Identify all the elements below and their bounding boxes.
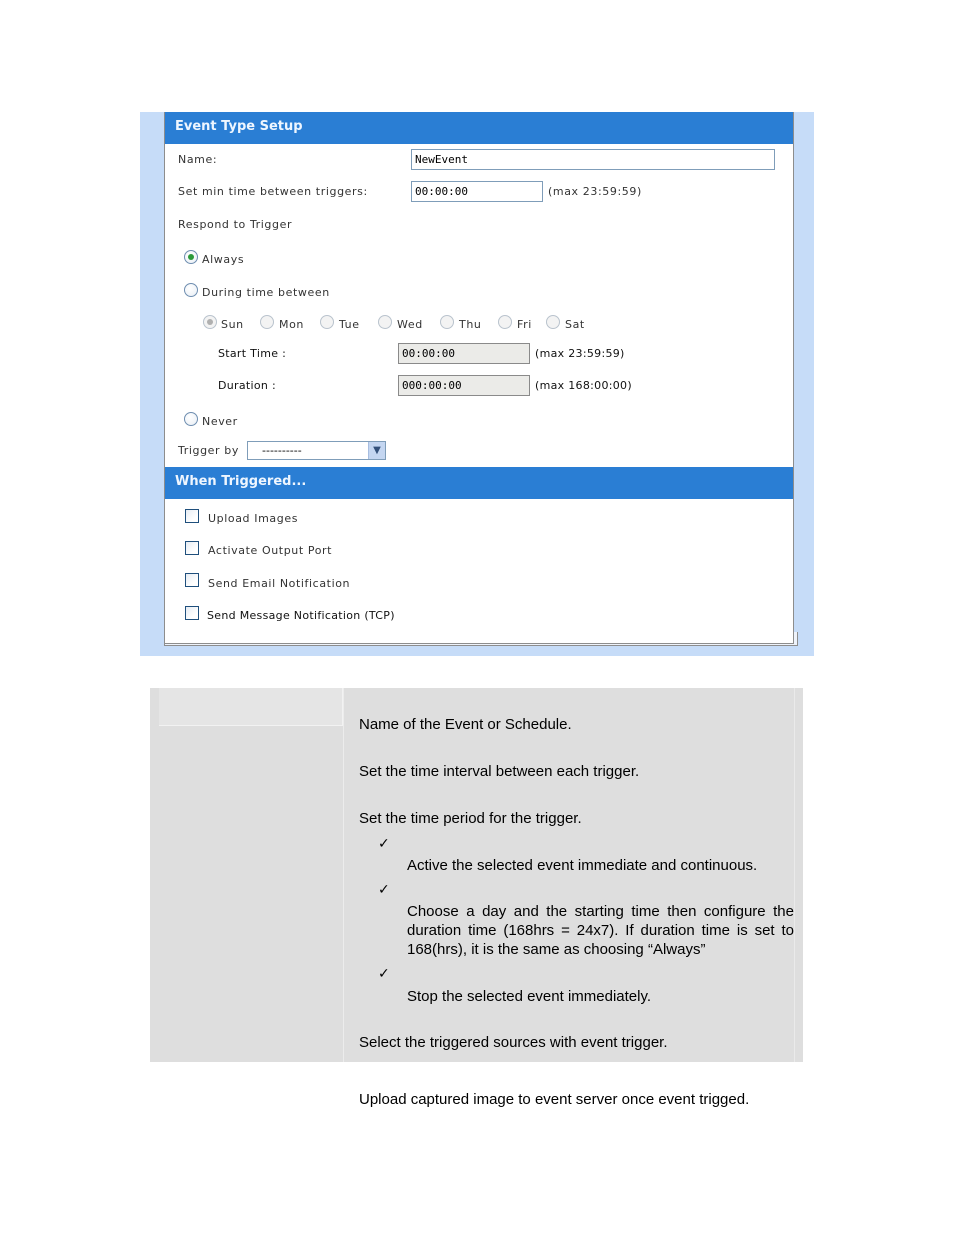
start-time-hint: (max 23:59:59) <box>535 347 625 360</box>
desc-respond: Set the time period for the trigger. <box>359 810 582 827</box>
event-setup-panel <box>164 112 794 644</box>
always-label: Always <box>202 253 245 266</box>
desc-upload-images: Upload captured image to event server once event trigged. <box>359 1091 750 1108</box>
event-setup-screenshot <box>140 112 814 656</box>
check-mark-icon: ✓ <box>378 836 390 852</box>
name-input[interactable]: NewEvent <box>411 149 775 170</box>
check-mark-icon: ✓ <box>378 882 390 898</box>
start-time-input[interactable]: 00:00:00 <box>398 343 530 364</box>
duration-input[interactable]: 000:00:00 <box>398 375 530 396</box>
day-label-mon: Mon <box>279 318 304 331</box>
desc-during: Choose a day and the starting time then configure the duration time (168hrs = 24x7). If duration time is set to 168(hrs), it is the same as choosing “Always” <box>407 903 794 958</box>
right-divider <box>794 688 795 1062</box>
table-header-cell <box>159 688 343 726</box>
activate-output-port-label: Activate Output Port <box>208 544 333 557</box>
duration-label: Duration : <box>218 379 276 392</box>
always-radio[interactable] <box>184 250 198 264</box>
min-time-label: Set min time between triggers: <box>178 185 368 198</box>
event-type-setup-header: Event Type Setup <box>165 112 793 144</box>
when-triggered-header: When Triggered... <box>165 467 793 499</box>
duration-hint: (max 168:00:00) <box>535 379 632 392</box>
day-radio-sat[interactable] <box>546 315 560 329</box>
upload-images-label: Upload Images <box>208 512 299 525</box>
day-label-sat: Sat <box>565 318 585 331</box>
send-email-checkbox[interactable] <box>185 573 199 587</box>
day-label-thu: Thu <box>459 318 482 331</box>
min-time-input[interactable]: 00:00:00 <box>411 181 543 202</box>
upload-images-checkbox[interactable] <box>185 509 199 523</box>
chevron-down-icon[interactable]: ▼ <box>368 442 385 459</box>
desc-never: Stop the selected event immediately. <box>407 988 652 1005</box>
day-radio-sun[interactable] <box>203 315 217 329</box>
send-message-tcp-checkbox[interactable] <box>185 606 199 620</box>
trigger-by-label: Trigger by <box>178 444 239 457</box>
desc-min-time: Set the time interval between each trigger. <box>359 763 640 780</box>
day-label-fri: Fri <box>517 318 532 331</box>
never-label: Never <box>202 415 238 428</box>
during-time-radio[interactable] <box>184 283 198 297</box>
description-table <box>150 688 803 1062</box>
respond-to-trigger-label: Respond to Trigger <box>178 218 293 231</box>
send-email-label: Send Email Notification <box>208 577 351 590</box>
day-label-tue: Tue <box>339 318 360 331</box>
day-label-wed: Wed <box>397 318 423 331</box>
never-radio[interactable] <box>184 412 198 426</box>
during-time-label: During time between <box>202 286 330 299</box>
day-radio-mon[interactable] <box>260 315 274 329</box>
desc-name: Name of the Event or Schedule. <box>359 716 572 733</box>
day-label-sun: Sun <box>221 318 244 331</box>
desc-when-triggered: Select the triggered sources with event trigger. <box>359 1034 668 1051</box>
day-radio-thu[interactable] <box>440 315 454 329</box>
day-radio-tue[interactable] <box>320 315 334 329</box>
name-label: Name: <box>178 153 218 166</box>
send-message-tcp-label: Send Message Notification (TCP) <box>207 609 395 622</box>
check-mark-icon: ✓ <box>378 966 390 982</box>
activate-output-port-checkbox[interactable] <box>185 541 199 555</box>
day-radio-wed[interactable] <box>378 315 392 329</box>
column-divider <box>343 688 344 1062</box>
day-radio-fri[interactable] <box>498 315 512 329</box>
desc-always: Active the selected event immediate and continuous. <box>407 857 758 874</box>
min-time-hint: (max 23:59:59) <box>548 185 642 198</box>
start-time-label: Start Time : <box>218 347 287 360</box>
trigger-by-select[interactable] <box>247 441 386 460</box>
trigger-by-value: ---------- <box>262 444 302 457</box>
